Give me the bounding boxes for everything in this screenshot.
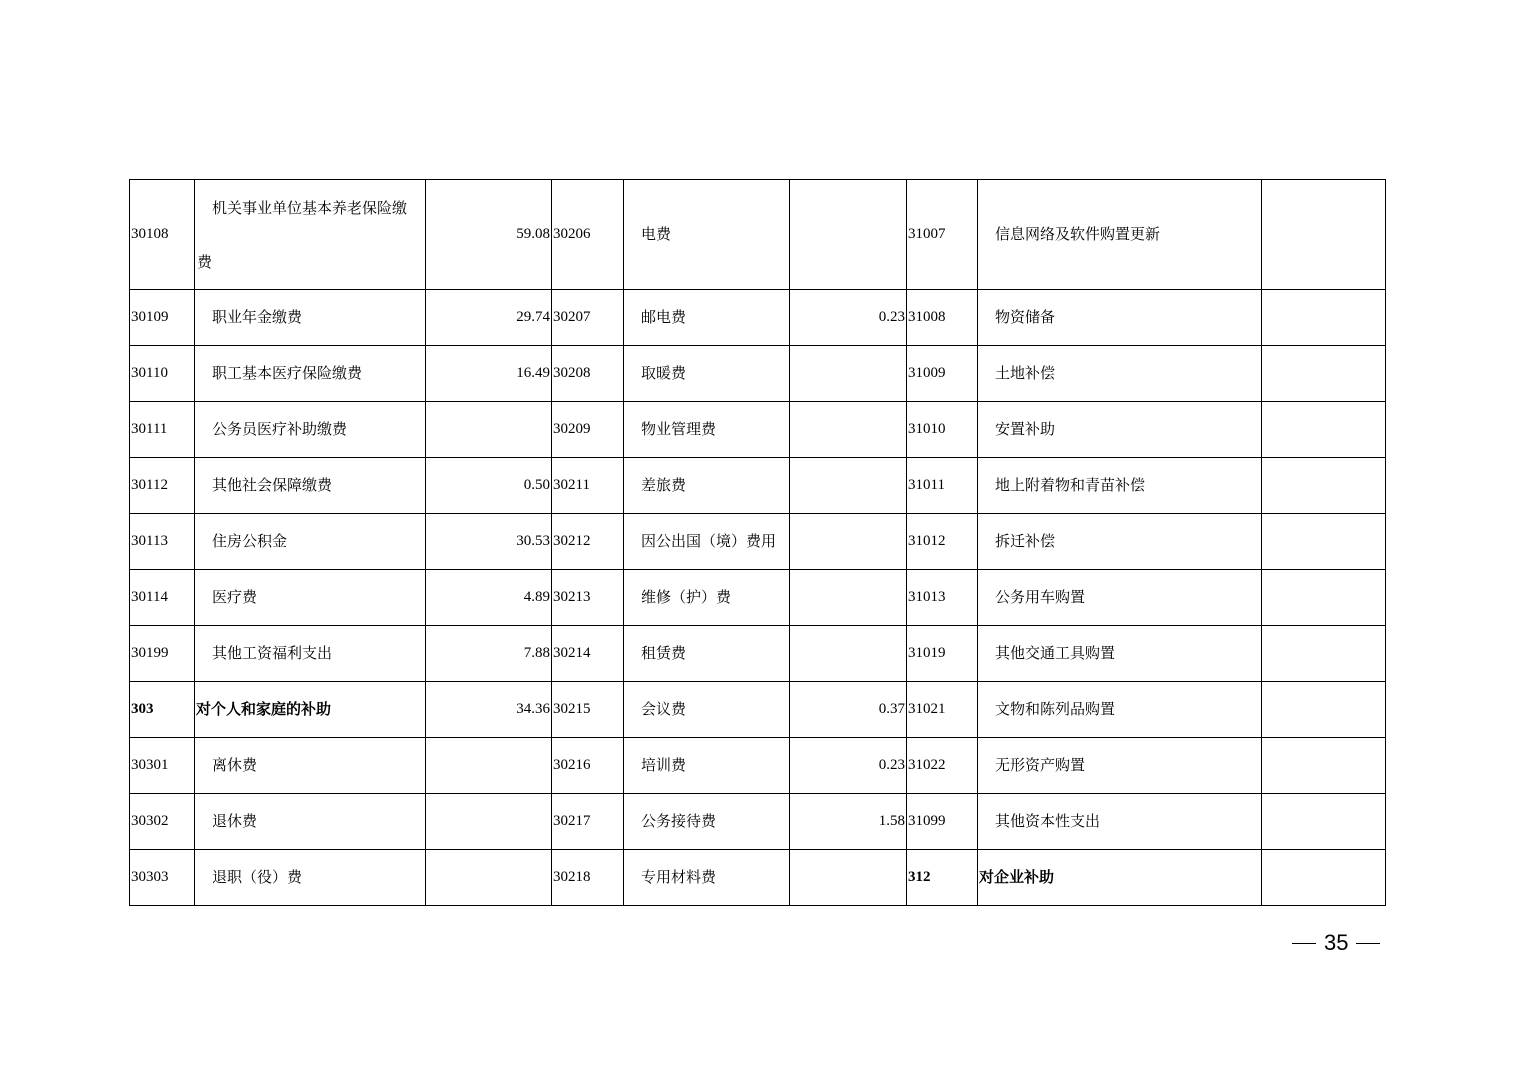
item-name: 物资储备 <box>978 290 1262 346</box>
item-name: 职工基本医疗保险缴费 <box>195 346 426 402</box>
item-name: 住房公积金 <box>195 514 426 570</box>
item-code: 31011 <box>907 458 978 514</box>
item-code: 30213 <box>552 570 624 626</box>
item-amount <box>1262 514 1386 570</box>
item-name: 差旅费 <box>624 458 790 514</box>
item-code: 30114 <box>130 570 195 626</box>
item-name: 其他交通工具购置 <box>978 626 1262 682</box>
item-name: 邮电费 <box>624 290 790 346</box>
item-code: 31019 <box>907 626 978 682</box>
item-code: 30207 <box>552 290 624 346</box>
item-amount <box>1262 794 1386 850</box>
item-code: 30218 <box>552 850 624 906</box>
page-number <box>1284 928 1386 958</box>
item-code: 30208 <box>552 346 624 402</box>
item-name: 地上附着物和青苗补偿 <box>978 458 1262 514</box>
item-code: 30211 <box>552 458 624 514</box>
table-row <box>130 570 1386 626</box>
item-code: 30199 <box>130 626 195 682</box>
item-code: 30215 <box>552 682 624 738</box>
item-amount: 16.49 <box>426 346 552 402</box>
item-name: 公务员医疗补助缴费 <box>195 402 426 458</box>
item-amount: 59.08 <box>426 180 552 290</box>
item-amount <box>426 402 552 458</box>
item-name: 培训费 <box>624 738 790 794</box>
item-name: 离休费 <box>195 738 426 794</box>
table-row <box>130 794 1386 850</box>
item-amount <box>1262 738 1386 794</box>
item-name: 电费 <box>624 180 790 290</box>
item-code: 30110 <box>130 346 195 402</box>
item-code: 30216 <box>552 738 624 794</box>
item-amount <box>790 180 907 290</box>
table-row <box>130 290 1386 346</box>
item-code: 31013 <box>907 570 978 626</box>
item-code: 31010 <box>907 402 978 458</box>
item-name: 信息网络及软件购置更新 <box>978 180 1262 290</box>
table-row <box>130 346 1386 402</box>
budget-table <box>129 179 1386 906</box>
item-code: 31021 <box>907 682 978 738</box>
item-code: 30301 <box>130 738 195 794</box>
item-code: 30214 <box>552 626 624 682</box>
table-row <box>130 180 1386 290</box>
item-code: 30109 <box>130 290 195 346</box>
dash-right-icon <box>1356 943 1380 944</box>
item-name-line: 机关事业单位基本养老保险缴 <box>212 198 408 217</box>
item-name: 土地补偿 <box>978 346 1262 402</box>
table-row <box>130 850 1386 906</box>
item-amount <box>790 570 907 626</box>
item-code: 30206 <box>552 180 624 290</box>
item-amount: 30.53 <box>426 514 552 570</box>
item-amount <box>426 850 552 906</box>
category-code: 303 <box>130 682 195 738</box>
dash-left-icon <box>1292 943 1316 944</box>
item-amount <box>1262 290 1386 346</box>
item-name: 拆迁补偿 <box>978 514 1262 570</box>
item-amount <box>1262 626 1386 682</box>
item-name: 会议费 <box>624 682 790 738</box>
item-name: 公务用车购置 <box>978 570 1262 626</box>
table-row <box>130 458 1386 514</box>
item-amount <box>790 346 907 402</box>
item-name-line: 费 <box>197 252 213 271</box>
item-code: 31007 <box>907 180 978 290</box>
item-code: 30302 <box>130 794 195 850</box>
item-name: 物业管理费 <box>624 402 790 458</box>
item-amount: 4.89 <box>426 570 552 626</box>
item-name: 取暖费 <box>624 346 790 402</box>
item-amount <box>1262 570 1386 626</box>
item-amount <box>1262 458 1386 514</box>
item-amount <box>1262 402 1386 458</box>
item-amount <box>426 738 552 794</box>
item-name: 退职（役）费 <box>195 850 426 906</box>
item-code: 30303 <box>130 850 195 906</box>
item-name: 职业年金缴费 <box>195 290 426 346</box>
item-code: 30112 <box>130 458 195 514</box>
table-row <box>130 682 1386 738</box>
item-amount <box>1262 346 1386 402</box>
item-amount <box>1262 180 1386 290</box>
item-amount: 0.37 <box>790 682 907 738</box>
item-amount <box>426 794 552 850</box>
category-code: 312 <box>907 850 978 906</box>
item-code: 31012 <box>907 514 978 570</box>
item-name: 退休费 <box>195 794 426 850</box>
table-row <box>130 402 1386 458</box>
item-name: 其他社会保障缴费 <box>195 458 426 514</box>
item-amount: 0.23 <box>790 290 907 346</box>
item-name: 维修（护）费 <box>624 570 790 626</box>
item-amount <box>790 402 907 458</box>
item-name: 无形资产购置 <box>978 738 1262 794</box>
item-code: 30209 <box>552 402 624 458</box>
item-name: 公务接待费 <box>624 794 790 850</box>
item-amount <box>790 458 907 514</box>
item-code: 31099 <box>907 794 978 850</box>
item-code: 31022 <box>907 738 978 794</box>
item-code: 31009 <box>907 346 978 402</box>
table-row <box>130 738 1386 794</box>
item-name: 专用材料费 <box>624 850 790 906</box>
item-code: 30113 <box>130 514 195 570</box>
item-name: 安置补助 <box>978 402 1262 458</box>
item-amount <box>1262 850 1386 906</box>
item-amount <box>790 626 907 682</box>
item-amount: 0.50 <box>426 458 552 514</box>
item-code: 30108 <box>130 180 195 290</box>
item-name <box>195 180 426 290</box>
item-amount <box>790 850 907 906</box>
item-amount: 0.23 <box>790 738 907 794</box>
item-amount <box>1262 682 1386 738</box>
item-amount: 1.58 <box>790 794 907 850</box>
item-name: 医疗费 <box>195 570 426 626</box>
category-name: 对企业补助 <box>978 850 1262 906</box>
item-amount: 34.36 <box>426 682 552 738</box>
item-name: 文物和陈列品购置 <box>978 682 1262 738</box>
item-code: 30217 <box>552 794 624 850</box>
page-number-text: 35 <box>1324 930 1349 955</box>
item-code: 30212 <box>552 514 624 570</box>
category-name: 对个人和家庭的补助 <box>195 682 426 738</box>
item-amount: 29.74 <box>426 290 552 346</box>
table-row <box>130 626 1386 682</box>
item-name: 租赁费 <box>624 626 790 682</box>
item-code: 30111 <box>130 402 195 458</box>
item-name: 其他资本性支出 <box>978 794 1262 850</box>
table-row <box>130 514 1386 570</box>
item-amount: 7.88 <box>426 626 552 682</box>
item-name: 因公出国（境）费用 <box>624 514 790 570</box>
item-code: 31008 <box>907 290 978 346</box>
item-name: 其他工资福利支出 <box>195 626 426 682</box>
item-amount <box>790 514 907 570</box>
